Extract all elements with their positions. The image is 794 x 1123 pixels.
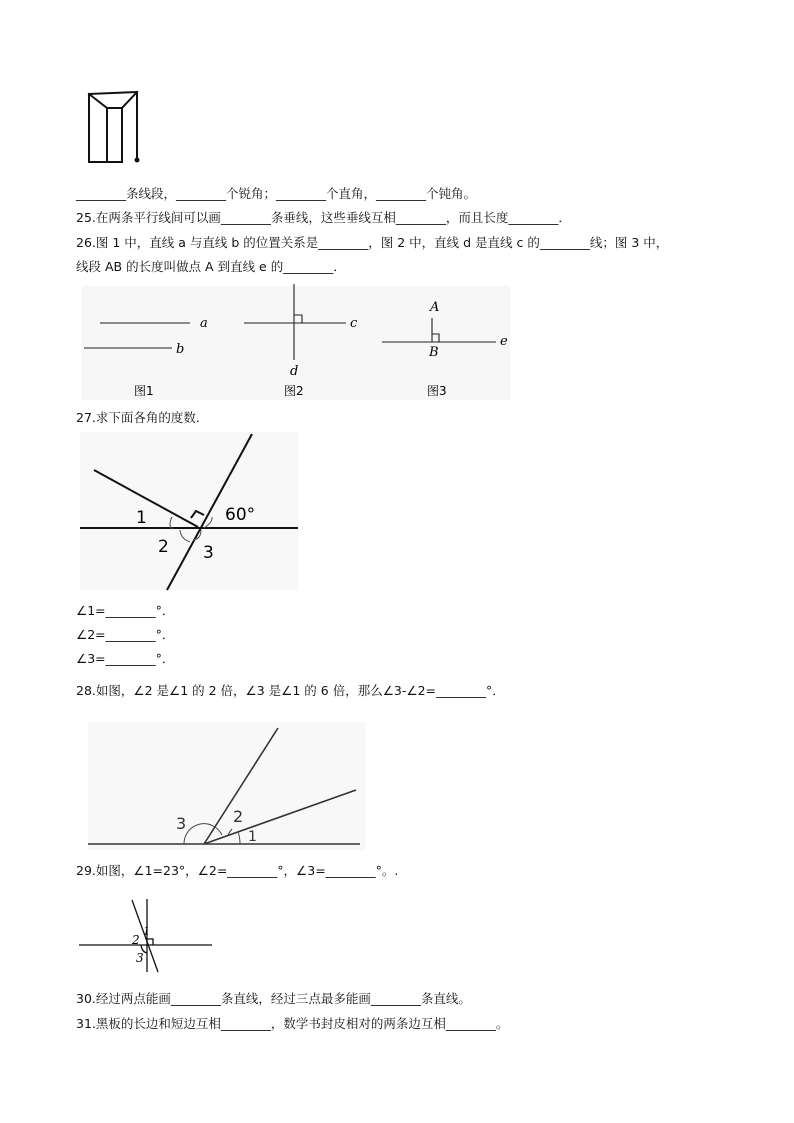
angle-2-label: 2	[233, 807, 244, 826]
label-A: A	[430, 300, 440, 315]
angle-2-label: 2	[132, 933, 140, 947]
q28-figure	[88, 722, 368, 852]
q27-answer-2: ∠2=________°．	[76, 627, 175, 642]
q26-figure	[76, 282, 516, 402]
q24-text: ________条线段，________个锐角；________个直角，________个钝角。	[76, 186, 477, 201]
angle-1-label: 1	[248, 829, 257, 845]
label-e: e	[500, 334, 508, 349]
q31-text: 31.黑板的长边和短边互相________，数学书封皮相对的两条边互相________。	[76, 1016, 509, 1031]
label-a: a	[200, 316, 208, 331]
q27-answer-1: ∠1=________°．	[76, 603, 175, 618]
caption-fig1: 图1	[134, 384, 154, 398]
q25-text: 25.在两条平行线间可以画________条垂线，这些垂线互相________，而且长度________．	[76, 210, 571, 225]
angle-60-label: 60°	[225, 505, 256, 525]
angle-3-label: 3	[203, 543, 214, 563]
caption-fig3: 图3	[427, 384, 447, 398]
q27-figure	[80, 432, 300, 592]
angle-1-label: 1	[136, 508, 147, 528]
label-b: b	[176, 342, 185, 357]
q28-text: 28.如图，∠2 是∠1 的 2 倍，∠3 是∠1 的 6 倍，那么∠3-∠2=________°．	[76, 683, 505, 698]
angle-2-label: 2	[158, 537, 169, 557]
endpoint-dot	[135, 158, 140, 163]
label-d: d	[290, 364, 299, 379]
label-B: B	[429, 345, 439, 360]
q27-text: 27.求下面各角的度数．	[76, 410, 209, 425]
q26-text-line2: 线段 AB 的长度叫做点 A 到直线 e 的________．	[76, 259, 346, 274]
angle-1-label: 1	[143, 925, 150, 938]
q30-text: 30.经过两点能画________条直线，经过三点最多能画________条直线。	[76, 991, 471, 1006]
q27-answer-3: ∠3=________°．	[76, 651, 175, 666]
angle-3-label: 3	[136, 951, 144, 965]
caption-fig2: 图2	[284, 384, 304, 398]
label-c: c	[350, 316, 358, 331]
q24-figure	[80, 86, 150, 166]
q29-text: 29.如图，∠1=23°，∠2=________°，∠3=________°。.	[76, 863, 399, 878]
q29-figure	[76, 896, 216, 976]
q26-text-line1: 26.图 1 中，直线 a 与直线 b 的位置关系是________，图 2 中，直线 d 是直线 c 的________线；图 3 中，	[76, 235, 669, 250]
angle-3-label: 3	[176, 814, 187, 833]
